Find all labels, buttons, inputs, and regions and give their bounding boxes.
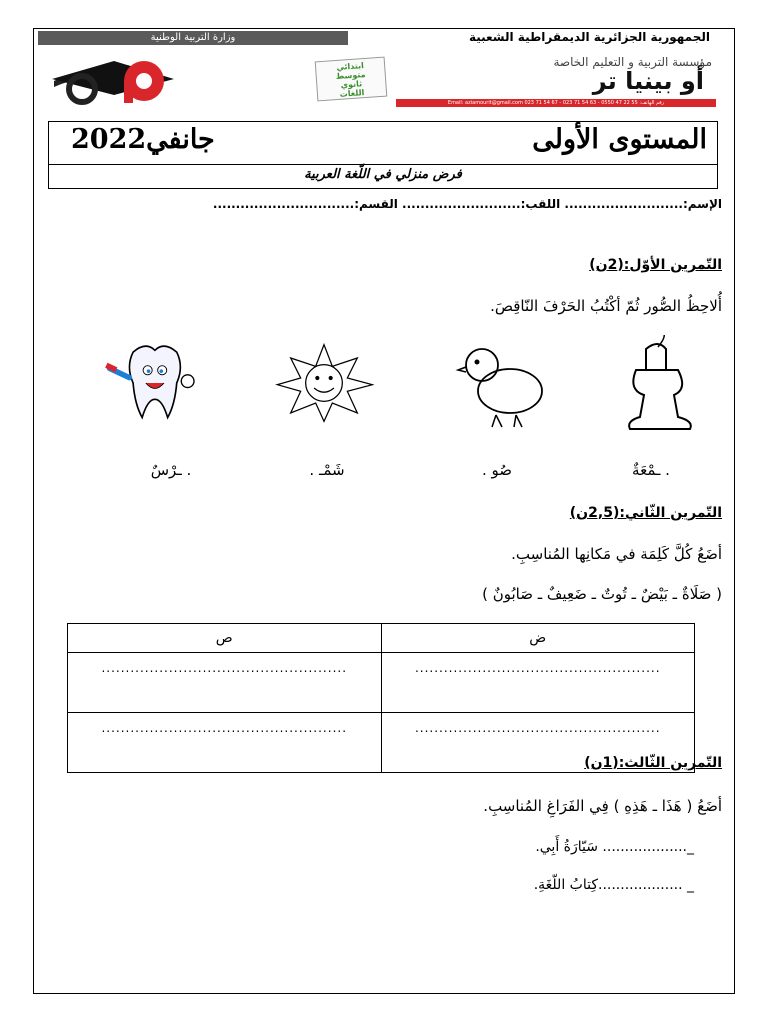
levels-badge <box>315 57 388 102</box>
exercise1-instruction: أُلاحِظُ الصُّور ثُمّ أكْتُبُ الحَرْفَ النّاقِصَ. <box>490 297 722 315</box>
word-candle: . ـمْعَةٌ <box>632 461 670 479</box>
badge-line: ثانوي <box>340 79 363 90</box>
answer-cell[interactable]: ................................................... <box>381 653 695 713</box>
title-box <box>48 121 718 189</box>
exercise3-instruction: أضَعُ ( هَذَا ـ هَذِهِ ) فِي الفَرَاغِ المُناسِبِ. <box>483 797 722 815</box>
chick-image <box>452 335 552 431</box>
answer-cell[interactable]: ................................................... <box>381 713 695 773</box>
badge-line: ابتدائي <box>336 61 365 72</box>
republic-label: الجمهورية الجزائرية الديمقراطية الشعبية <box>468 30 710 44</box>
badge-line: متوسط <box>335 69 366 82</box>
tooth-image <box>104 335 204 431</box>
exam-subject: فرض منزلي في اللّغة العربية <box>304 167 462 182</box>
fill-line-1[interactable]: _................... سَيّارَةُ أَبِي. <box>535 839 694 855</box>
badge-line: اللغات <box>339 88 365 99</box>
exercise3-title: التّمرين الثّالث:(1ن) <box>584 755 722 771</box>
brand-name: أو بينيا تر <box>592 67 704 95</box>
ministry-label: وزارة التربية الوطنية <box>38 31 348 45</box>
exercise2-instruction: أضَعُ كُلَّ كَلِمَة في مَكانِها المُناسِبِ. <box>511 545 722 563</box>
word-sun: شَمْـ . <box>309 461 345 479</box>
column-header: ض <box>381 624 695 653</box>
title-row <box>49 122 717 165</box>
contact-bar: Email: aziamourit@gmail.com 023 71 54 67 - 023 71 54 63 - 0550 47 22 55 :رقم الهاتف <box>396 99 716 107</box>
exercise1-title: التّمرين الأوّل:(2ن) <box>589 257 722 273</box>
worksheet-page <box>33 28 735 994</box>
sun-image <box>274 335 374 431</box>
table-header-row <box>68 624 695 653</box>
header-banner <box>34 29 734 49</box>
letters-table <box>67 623 695 773</box>
level-title: المستوى الأولى <box>532 124 707 155</box>
exercise2-title: التّمرين الثّاني:(2,5ن) <box>569 505 722 521</box>
school-logo <box>44 51 184 105</box>
candle-image <box>606 335 706 431</box>
word-chick: صُو . <box>481 461 513 479</box>
column-header: ص <box>68 624 382 653</box>
school-name: مؤسسة التربية و التعليم الخاصة <box>553 55 712 69</box>
answer-cell[interactable]: ................................................... <box>68 713 382 773</box>
exam-date: جانفي2022 <box>71 124 215 155</box>
exercise2-word-list: ( صَلَاةٌ ـ بَيْضٌ ـ تُوتٌ ـ ضَعِيفٌ ـ صَابُونٌ ) <box>482 585 722 603</box>
word-tooth: . ـرْسٌ <box>150 461 192 479</box>
answer-cell[interactable]: ................................................... <box>68 653 382 713</box>
table-row <box>68 653 695 713</box>
fill-line-2[interactable]: _ ...................كِتابُ اللّغَةِ. <box>533 877 694 893</box>
student-info-line[interactable]: الإسم:.......................... اللقب:.......................... القسم:............................... <box>212 197 722 211</box>
